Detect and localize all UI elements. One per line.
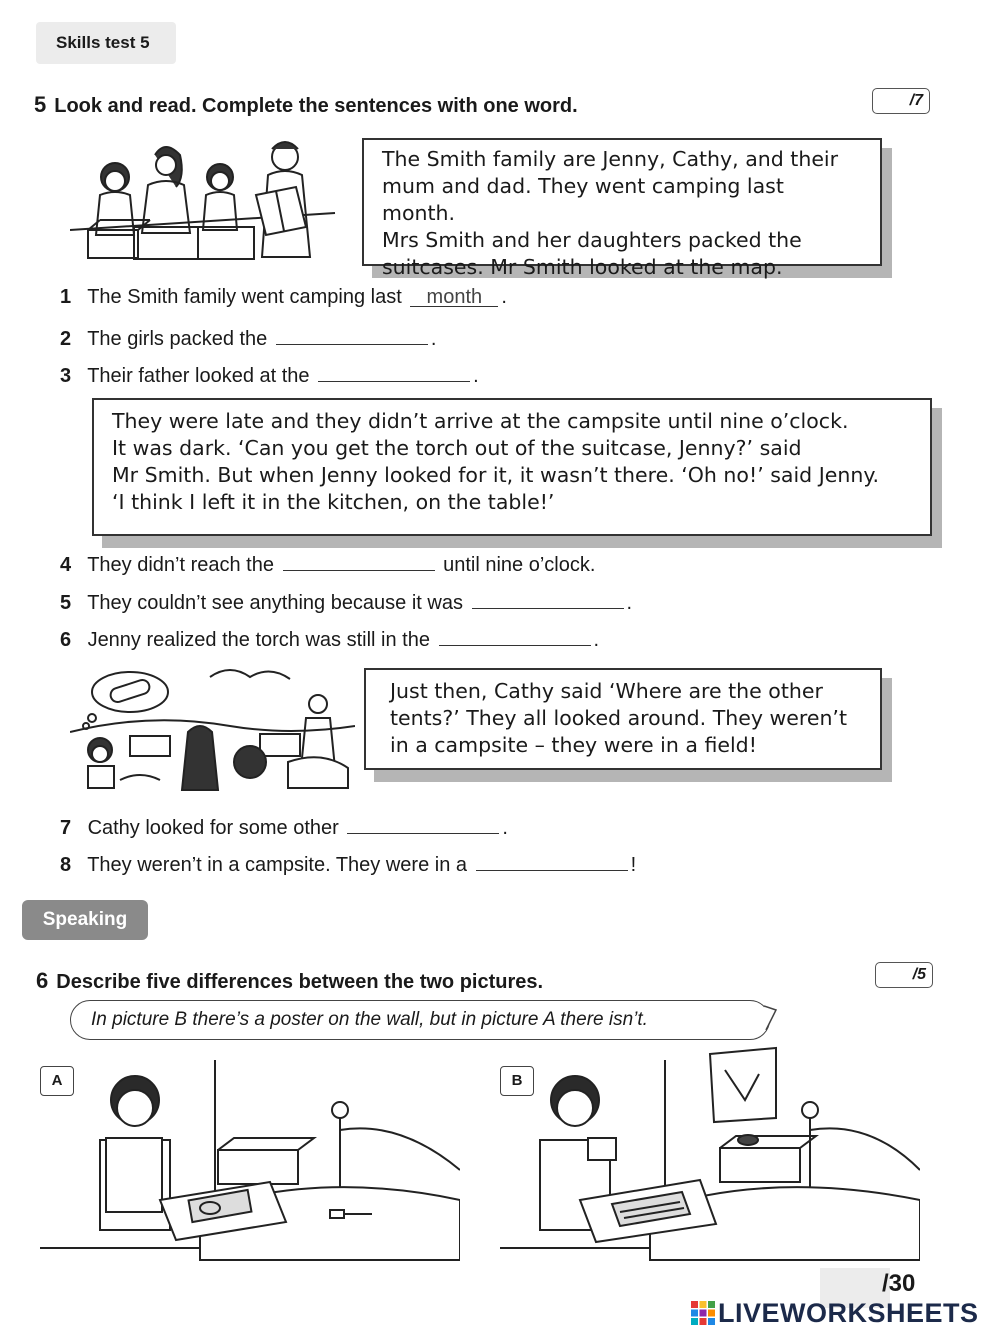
question-text: The Smith family went camping last	[87, 286, 402, 308]
question-number: 6	[60, 629, 72, 651]
answer-blank-4[interactable]	[283, 550, 435, 571]
question-number: 8	[60, 854, 72, 876]
question-text: Cathy looked for some other	[87, 817, 339, 839]
question-number: 7	[60, 817, 72, 839]
answer-blank-6[interactable]	[439, 625, 591, 646]
question-text: They didn’t reach the	[87, 554, 274, 576]
story-box-2	[92, 398, 932, 536]
liveworksheets-logo-icon	[690, 1300, 716, 1326]
picture-b-label: B	[500, 1066, 534, 1096]
question-end: .	[473, 365, 479, 387]
picture-a-bedroom	[40, 1060, 460, 1265]
story-line: They were late and they didn’t arrive at the campsite until nine o’clock.	[112, 409, 849, 433]
question-end: .	[593, 629, 600, 651]
story-line: mum and dad. They went camping last month.	[382, 174, 784, 225]
question-end: until nine o’clock.	[443, 554, 596, 576]
question-text: They couldn’t see anything because it was	[87, 592, 463, 614]
section-6-score-box: /5	[875, 962, 933, 988]
answer-blank-1[interactable]: month	[410, 286, 498, 307]
story-line: The Smith family are Jenny, Cathy, and their	[382, 147, 839, 171]
logo-text: LIVEWORKSHEETS	[718, 1298, 979, 1328]
answer-blank-5[interactable]	[472, 588, 624, 609]
question-end: !	[630, 854, 637, 876]
question-text: They weren’t in a campsite. They were in a	[87, 854, 468, 876]
section-6-heading	[36, 968, 543, 994]
story-line: Mrs Smith and her daughters packed the	[382, 228, 802, 252]
story-line: suitcases. Mr Smith looked at the map.	[382, 255, 783, 279]
section-instruction: Describe five differences between the two pictures.	[56, 971, 544, 993]
section-number: 5	[34, 92, 47, 117]
total-score: /30	[882, 1270, 916, 1297]
story-text-3	[364, 668, 882, 770]
section-number: 6	[36, 968, 49, 993]
picture-a-label: A	[40, 1066, 74, 1096]
question-end: .	[430, 328, 437, 350]
section-instruction: Look and read. Complete the sentences with one word.	[54, 95, 578, 117]
question-1	[60, 286, 507, 309]
speech-bubble-tail	[764, 1004, 778, 1034]
question-text: Jenny realized the torch was still in the	[87, 629, 430, 651]
family-packing-illustration	[70, 135, 350, 265]
section-5-score-box: /7	[872, 88, 930, 114]
story-text-2	[92, 398, 932, 536]
field-illustration	[70, 662, 355, 792]
question-text: Their father looked at the	[87, 365, 310, 387]
question-text: The girls packed the	[87, 328, 268, 350]
question-number: 3	[60, 365, 72, 387]
answer-blank-3[interactable]	[318, 361, 470, 382]
question-8	[60, 850, 636, 877]
question-number: 4	[60, 554, 72, 576]
example-speech-bubble: In picture B there’s a poster on the wall, but in picture A there isn’t.	[70, 1000, 770, 1040]
question-4	[60, 550, 595, 577]
question-6	[60, 625, 599, 652]
story-line: tents?’ They all looked around. They weren’t	[390, 706, 847, 730]
story-line: ‘I think I left it in the kitchen, on the table!’	[112, 490, 555, 514]
question-end: .	[502, 817, 508, 839]
section-5-heading	[34, 92, 578, 118]
question-end: .	[501, 286, 507, 308]
story-box-3	[364, 668, 882, 770]
liveworksheets-logo	[690, 1298, 979, 1329]
story-line: in a campsite – they were in a field!	[390, 733, 757, 757]
question-number: 1	[60, 286, 72, 308]
question-number: 2	[60, 328, 72, 350]
picture-b-bedroom	[500, 1040, 920, 1265]
speaking-tab: Speaking	[22, 900, 148, 940]
question-2	[60, 324, 436, 351]
question-end: .	[626, 592, 633, 614]
question-3	[60, 361, 479, 388]
story-box-1	[362, 138, 882, 279]
answer-blank-7[interactable]	[347, 813, 499, 834]
answer-blank-2[interactable]	[276, 324, 428, 345]
story-line: Mr Smith. But when Jenny looked for it, it wasn’t there. ‘Oh no!’ said Jenny.	[112, 463, 880, 487]
skills-test-tab: Skills test 5	[36, 22, 176, 64]
question-5	[60, 588, 632, 615]
story-line: Just then, Cathy said ‘Where are the other	[390, 679, 823, 703]
question-number: 5	[60, 592, 72, 614]
story-line: It was dark. ‘Can you get the torch out of the suitcase, Jenny?’ said	[112, 436, 802, 460]
question-7	[60, 813, 508, 840]
story-text-1	[362, 138, 882, 279]
answer-blank-8[interactable]	[476, 850, 628, 871]
